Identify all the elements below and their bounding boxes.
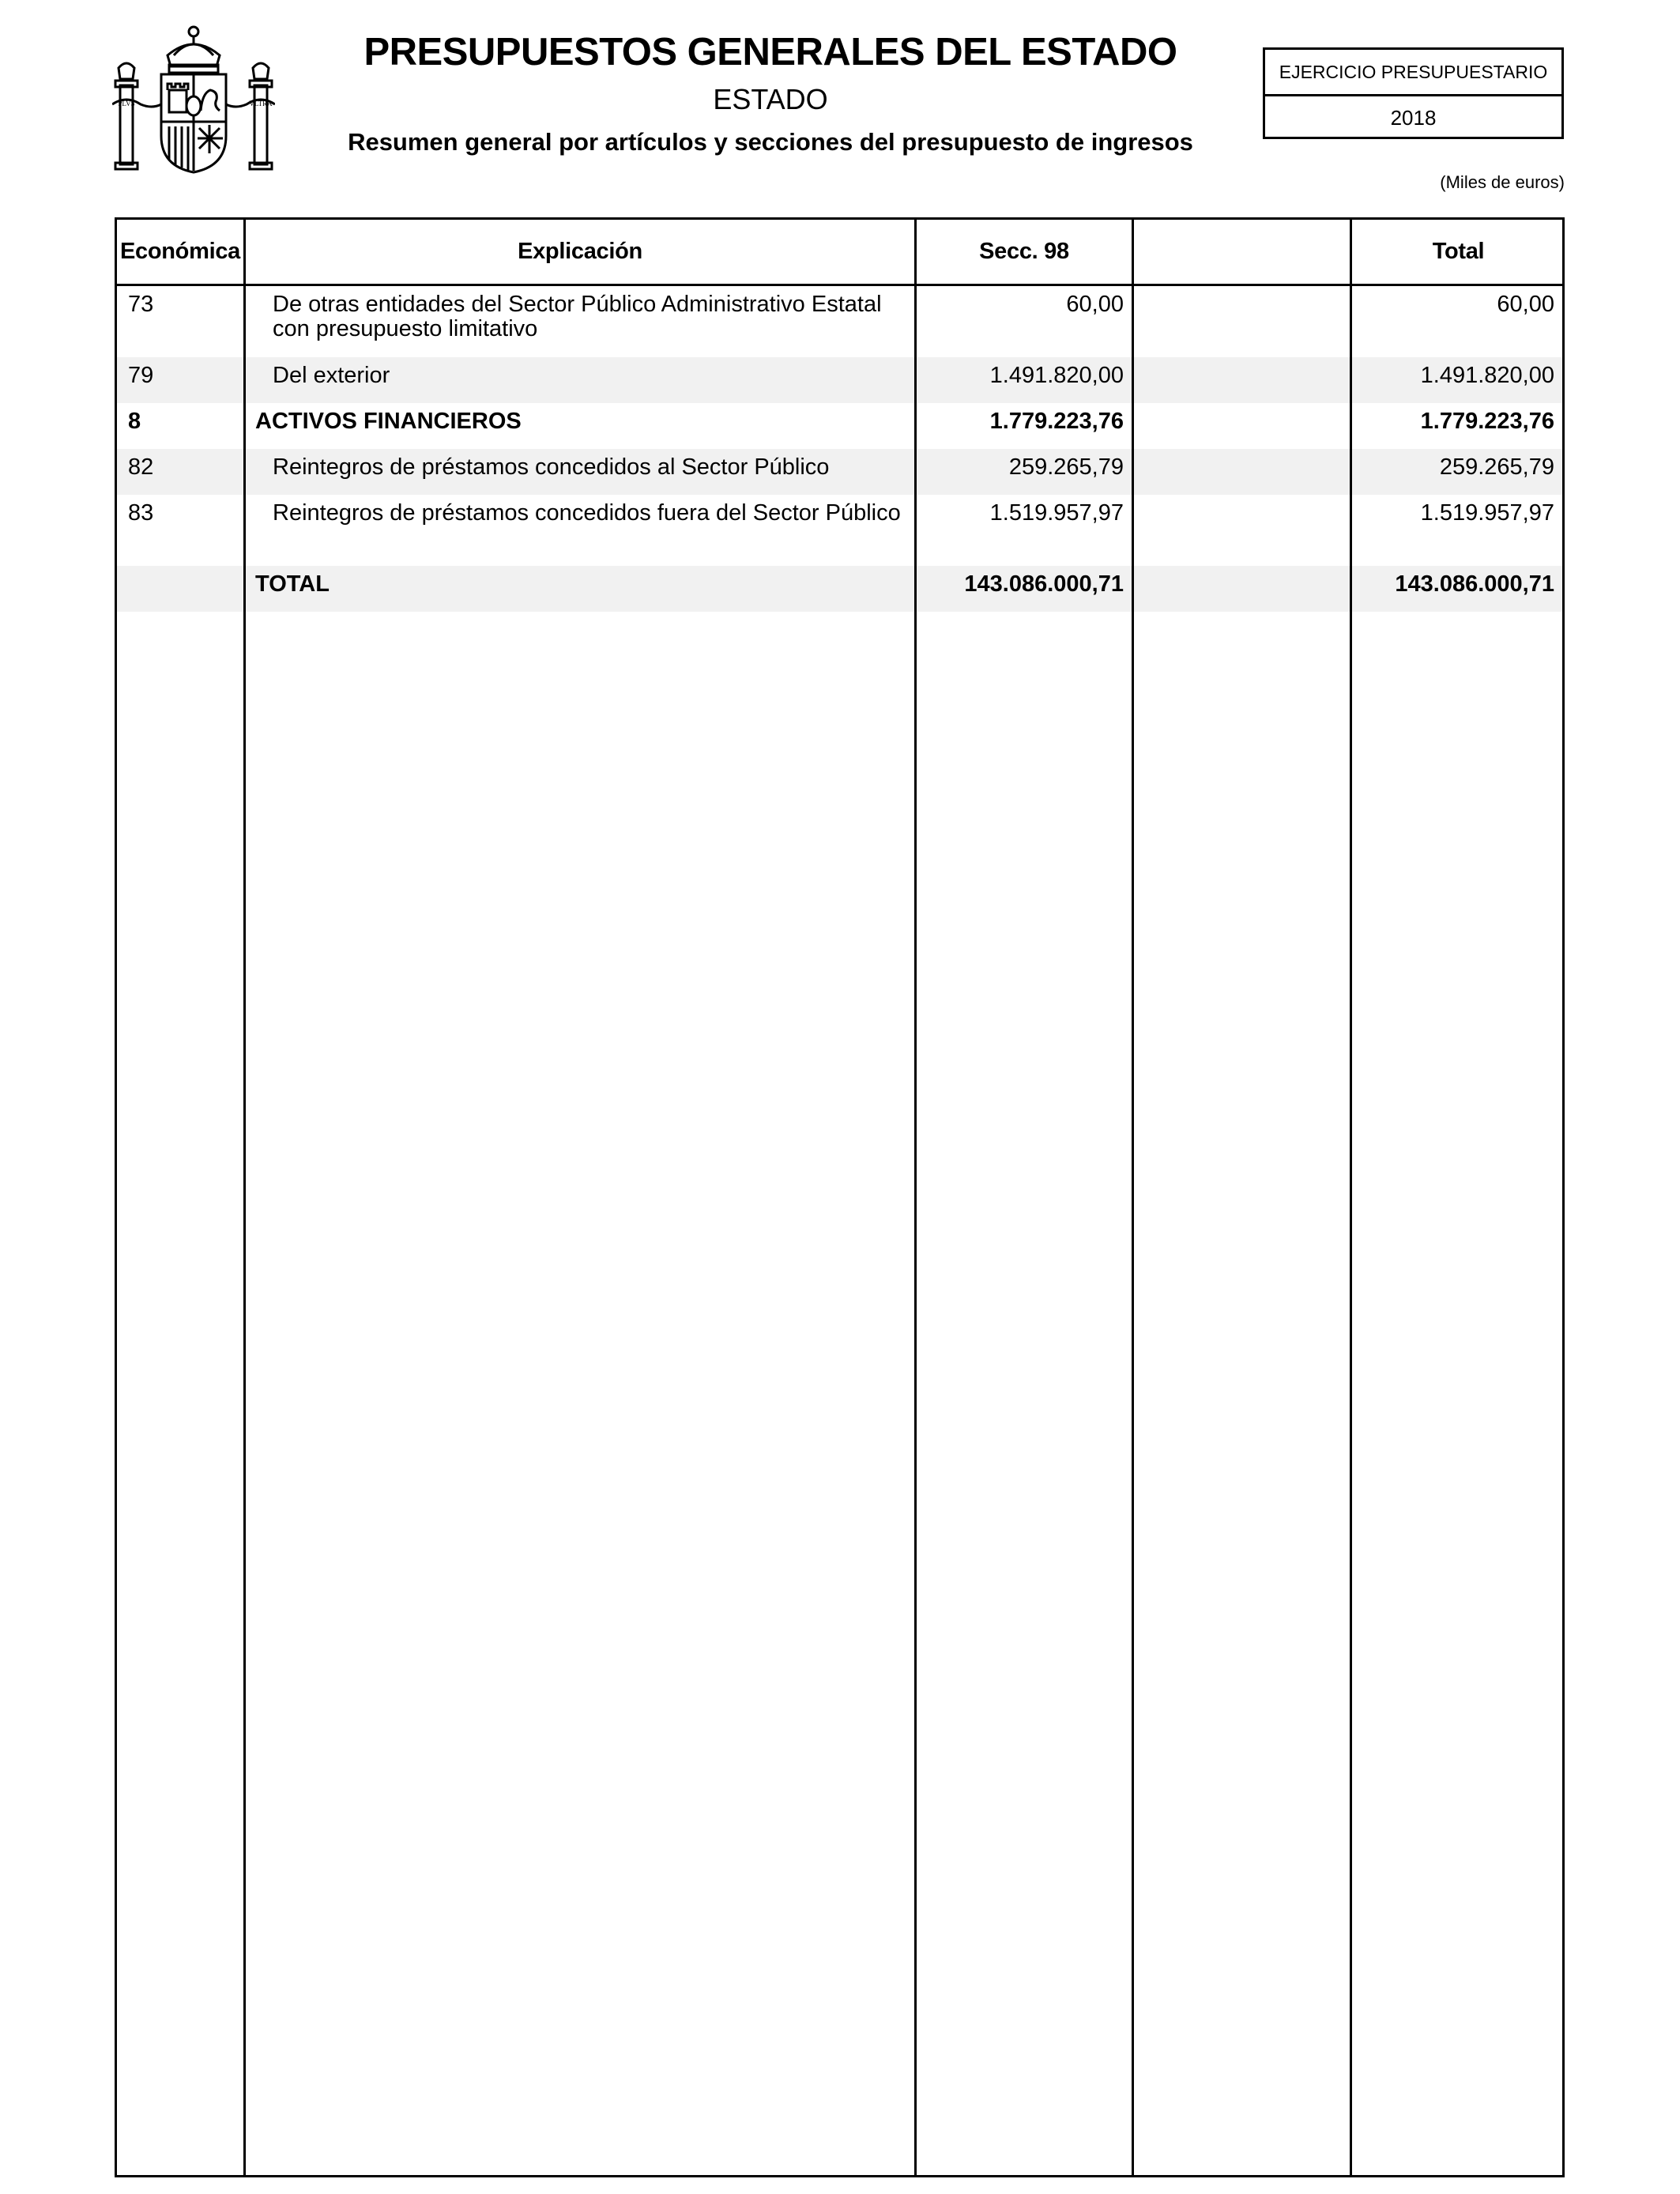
row-secc98: 1.491.820,00	[989, 363, 1124, 388]
row-secc98: 259.265,79	[1008, 454, 1124, 480]
row-secc98: 60,00	[1066, 292, 1124, 317]
row-total: 60,00	[1497, 292, 1554, 317]
row-explanation: ACTIVOS FINANCIEROS	[255, 409, 522, 434]
page-title: PRESUPUESTOS GENERALES DEL ESTADO	[363, 31, 1177, 74]
row-secc98: 143.086.000,71	[964, 571, 1124, 597]
table-header	[117, 220, 1562, 286]
table-row-total	[117, 566, 1562, 612]
col-header-economica: Económica	[119, 239, 240, 264]
row-code: 82	[128, 454, 154, 480]
row-total: 1.779.223,76	[1420, 409, 1554, 434]
crest-banner-right: VLTRA	[249, 100, 273, 107]
page-subtitle: ESTADO	[713, 83, 828, 115]
row-explanation: Reintegros de préstamos concedidos fuera del Sector Público	[273, 500, 901, 526]
row-explanation: TOTAL	[255, 571, 330, 597]
row-total: 1.519.957,97	[1420, 500, 1554, 526]
page-description: Resumen general por artículos y secciones del presupuesto de ingresos	[348, 128, 1193, 156]
row-code: 79	[128, 363, 154, 388]
table-row	[117, 357, 1562, 403]
col-header-secc98: Secc. 98	[979, 239, 1069, 264]
row-secc98: 1.519.957,97	[989, 500, 1124, 526]
budget-table	[115, 217, 1565, 2177]
row-code: 83	[128, 500, 154, 526]
row-code: 8	[128, 409, 141, 434]
table-row	[117, 449, 1562, 495]
col-header-explicacion: Explicación	[518, 239, 642, 264]
coat-of-arms-icon	[112, 17, 275, 177]
table-row	[117, 495, 1562, 566]
fiscal-year-label: EJERCICIO PRESUPUESTARIO	[1265, 50, 1561, 96]
crest-banner-left: PLVS	[118, 100, 135, 107]
fiscal-year-box	[1263, 47, 1564, 139]
row-explanation: Del exterior	[273, 363, 390, 388]
column-divider	[914, 220, 917, 2175]
row-total: 1.491.820,00	[1420, 363, 1554, 388]
column-divider	[1350, 220, 1352, 2175]
col-header-total: Total	[1432, 239, 1485, 264]
row-explanation: De otras entidades del Sector Público Administrativo Estatal con presupuesto limitativo	[273, 292, 882, 341]
col-header-blank	[1134, 220, 1350, 284]
table-row	[117, 286, 1562, 357]
table-row	[117, 403, 1562, 449]
column-divider	[243, 220, 246, 2175]
fiscal-year-value: 2018	[1390, 105, 1437, 130]
row-code: 73	[128, 292, 154, 317]
row-total: 143.086.000,71	[1395, 571, 1554, 597]
units-note: (Miles de euros)	[1440, 172, 1565, 192]
row-total: 259.265,79	[1439, 454, 1554, 480]
column-divider	[1132, 220, 1134, 2175]
row-secc98: 1.779.223,76	[989, 409, 1124, 434]
row-explanation: Reintegros de préstamos concedidos al Sector Público	[273, 454, 830, 480]
